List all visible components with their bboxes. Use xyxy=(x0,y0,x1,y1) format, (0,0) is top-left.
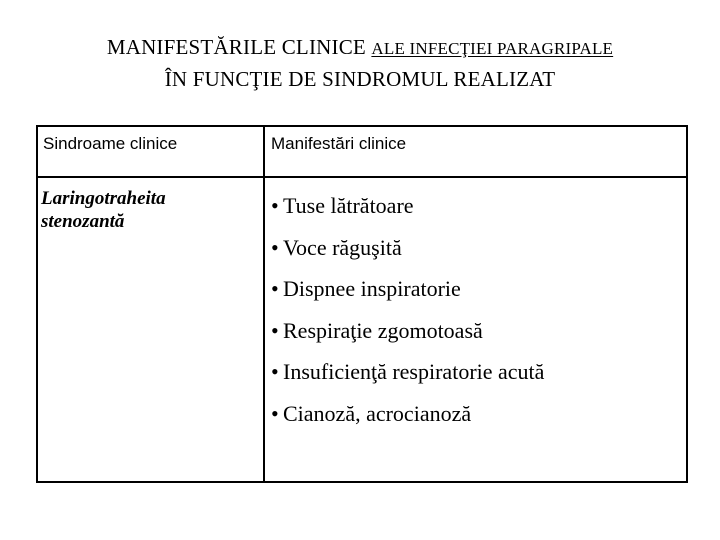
bullet-icon: • xyxy=(271,359,279,384)
list-item: • Respiraţie zgomotoasă xyxy=(271,310,686,352)
manifestations-cell xyxy=(264,177,687,482)
list-item: • Dispnee inspiratorie xyxy=(271,268,686,310)
syndrome-cell xyxy=(37,177,264,482)
list-item: • Voce răguşită xyxy=(271,227,686,269)
manifestations-list xyxy=(271,185,686,434)
bullet-icon: • xyxy=(271,193,279,218)
list-item: • Tuse lătrătoare xyxy=(271,185,686,227)
list-item: • Cianoză, acrocianoză xyxy=(271,393,686,435)
bullet-icon: • xyxy=(271,234,279,260)
title-small-text: ALE INFECŢIEI PARAGRIPALE xyxy=(371,39,614,58)
slide-title xyxy=(0,32,720,95)
title-line-1 xyxy=(0,32,720,64)
syndrome-name-line: stenozantă xyxy=(41,211,125,232)
syndrome-name-line: Laringotraheita xyxy=(41,188,166,209)
header-manifestations: Manifestări clinice xyxy=(264,126,687,177)
syndromes-table xyxy=(36,125,688,483)
title-main-text: MANIFESTĂRILE CLINICE xyxy=(106,35,366,59)
header-syndromes: Sindroame clinice xyxy=(37,126,264,177)
table-row xyxy=(37,177,687,482)
bullet-icon: • xyxy=(271,317,279,343)
list-item: • Insuficienţă respiratorie acută xyxy=(271,351,686,393)
title-line-2: ÎN FUNCŢIE DE SINDROMUL REALIZAT xyxy=(164,67,556,91)
bullet-icon: • xyxy=(271,276,279,301)
table-header-row xyxy=(37,126,687,177)
bullet-icon: • xyxy=(271,400,279,426)
